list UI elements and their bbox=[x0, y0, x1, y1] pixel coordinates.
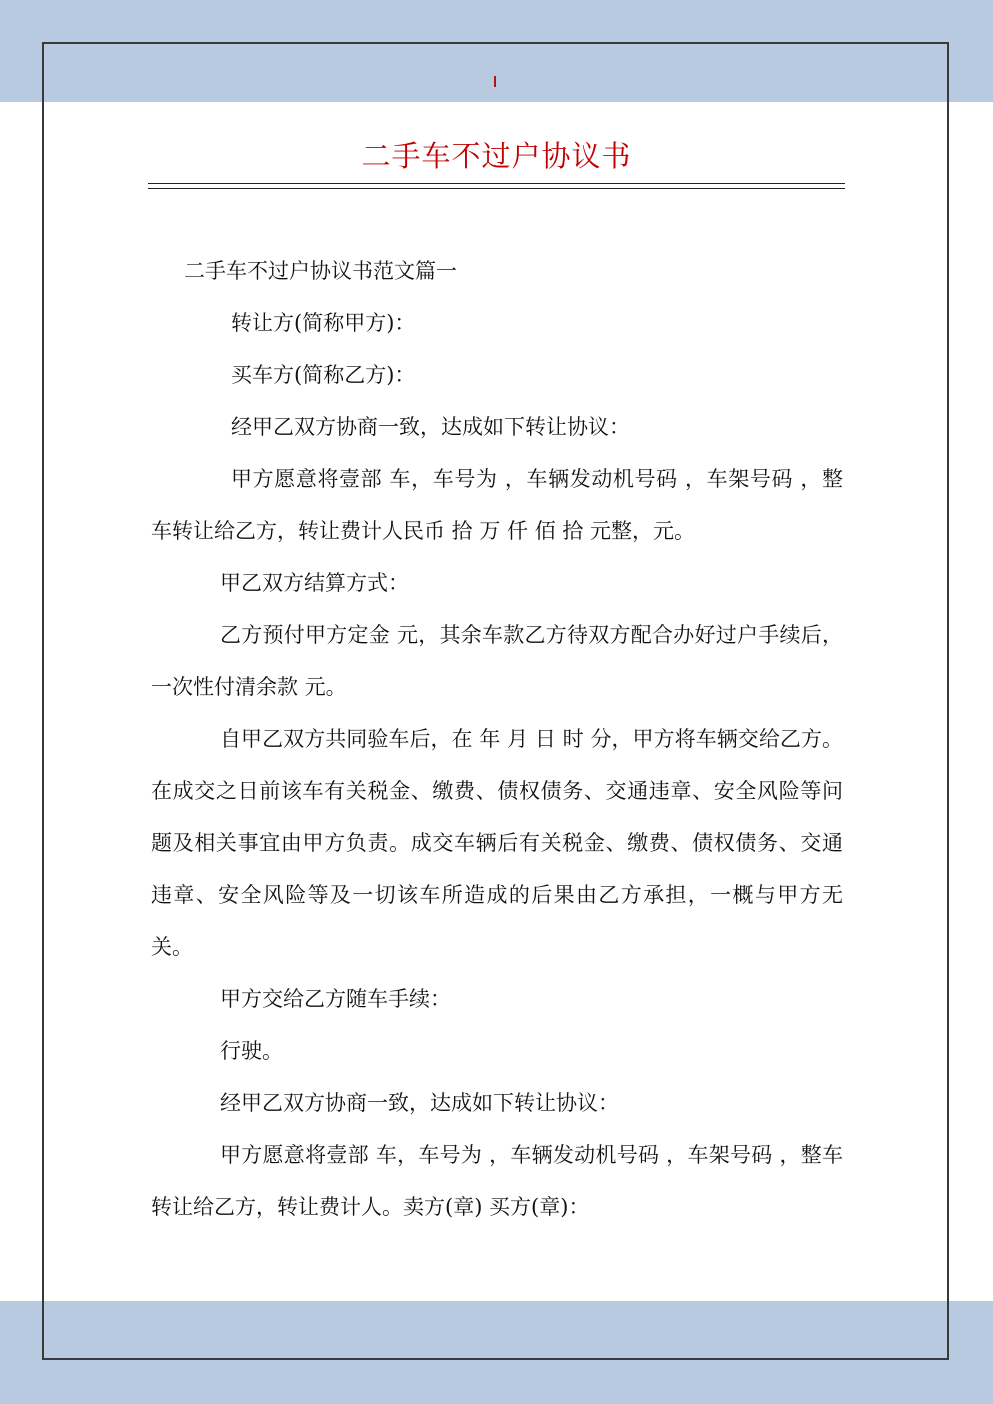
section-heading: 二手车不过户协议书范文篇一 bbox=[184, 259, 457, 283]
document-title: 二手车不过户协议书 bbox=[361, 139, 632, 173]
paragraph-liability: 自甲乙双方共同验车后，在 年 月 日 时 分，甲方将车辆交给乙方。在成交之日前该车有关税金、缴费、债权债务、交通违章、安全风险等问题及相关事宜由甲方负责。成交车辆后有关税金、缴费、债权债务、交通违章、安全风险等及一切该车所造成的后果由乙方承担，一概与甲方无关。 bbox=[151, 727, 843, 959]
header-mark bbox=[494, 76, 496, 87]
paragraph-license: 行驶。 bbox=[220, 1039, 283, 1063]
paragraph-agreement-intro-2: 经甲乙双方协商一致，达成如下转让协议： bbox=[220, 1091, 619, 1115]
paragraph-buyer: 买车方(简称乙方)： bbox=[231, 363, 416, 387]
title-rule-bottom bbox=[148, 188, 845, 189]
paragraph-deposit: 乙方预付甲方定金 元，其余车款乙方待双方配合办好过户手续后，一次性付清余款 元。 bbox=[151, 623, 843, 699]
paragraph-agreement-intro: 经甲乙双方协商一致，达成如下转让协议： bbox=[231, 415, 630, 439]
title-rule-top bbox=[148, 183, 845, 184]
document-body bbox=[151, 245, 843, 1233]
paragraph-transfer-terms: 甲方愿意将壹部 车，车号为 ，车辆发动机号码 ，车架号码 ，整车转让给乙方，转让费计人民币 拾 万 仟 佰 拾 元整，元。 bbox=[151, 467, 843, 543]
paragraph-handover-heading: 甲方交给乙方随车手续： bbox=[220, 987, 451, 1011]
paragraph-transfer-terms-2: 甲方愿意将壹部 车，车号为 ，车辆发动机号码 ，车架号码 ，整车转让给乙方，转让费计人。卖方(章) 买方(章)： bbox=[151, 1143, 843, 1219]
paragraph-transferor: 转让方(简称甲方)： bbox=[231, 311, 416, 335]
paragraph-settlement-heading: 甲乙双方结算方式： bbox=[220, 571, 409, 595]
